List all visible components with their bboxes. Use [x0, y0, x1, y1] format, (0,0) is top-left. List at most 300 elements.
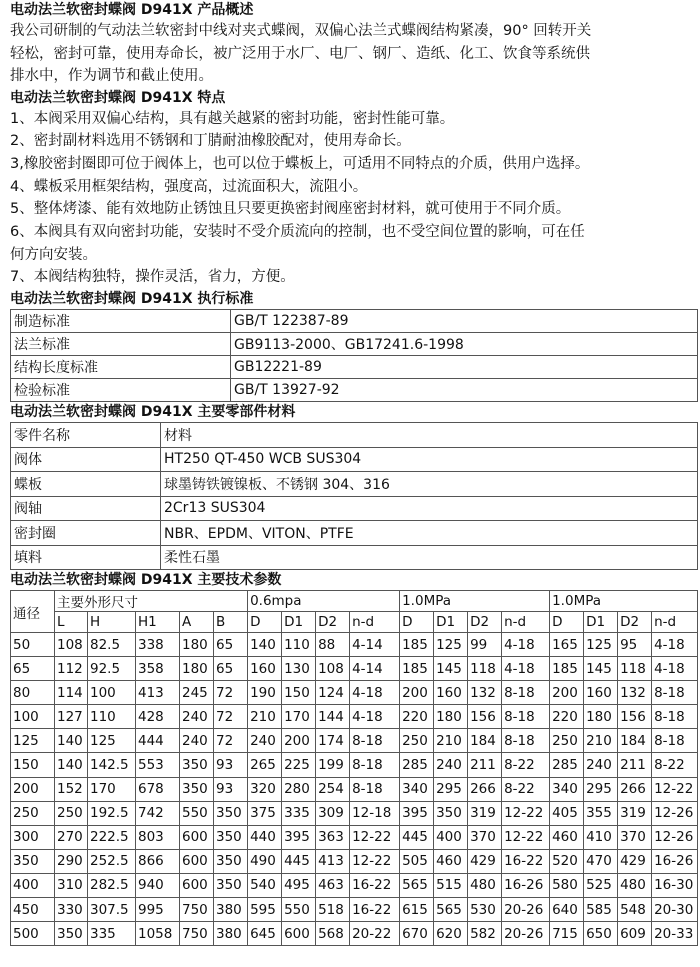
table-cell: 1058: [136, 922, 180, 946]
table-cell: 199: [316, 753, 350, 777]
table-row: [11, 447, 698, 472]
table-cell: 170: [282, 705, 316, 729]
table-cell: 20-33: [652, 922, 698, 946]
group-header-pressure-1-0b: 1.0MPa: [550, 591, 698, 612]
table-cell: 370: [618, 825, 652, 849]
standard-value: GB/T 13927-92: [231, 379, 698, 402]
standard-value: GB9113-2000、GB17241.6-1998: [231, 333, 698, 356]
standard-name: 制造标准: [11, 310, 231, 333]
table-cell: 480: [468, 873, 502, 897]
feature-item: 1、本阀采用双偏心结构，具有越关越紧的密封功能，密封性能可靠。: [10, 110, 455, 127]
part-material: HT250 QT-450 WCB SUS304: [161, 447, 698, 472]
table-cell: 8-18: [502, 705, 550, 729]
part-material: NBR、EPDM、VITON、PTFE: [161, 521, 698, 546]
overview-heading: 电动法兰软密封蝶阀 D941X 产品概述: [10, 2, 254, 18]
table-cell: 350: [55, 922, 88, 946]
dn-cell: 400: [11, 873, 55, 897]
table-cell: 16-26: [502, 873, 550, 897]
column-header: n-d: [652, 612, 698, 633]
table-cell: 240: [180, 705, 214, 729]
table-cell: 565: [434, 898, 468, 922]
table-cell: 350: [214, 801, 248, 825]
standards-table: [10, 309, 698, 402]
table-cell: 12-22: [502, 825, 550, 849]
table-cell: 550: [180, 801, 214, 825]
table-cell: 490: [248, 849, 282, 873]
table-cell: 142.5: [88, 753, 136, 777]
table-cell: 335: [88, 922, 136, 946]
column-header: D2: [316, 612, 350, 633]
table-cell: 160: [434, 681, 468, 705]
table-cell: 160: [248, 657, 282, 681]
table-cell: 12-22: [652, 777, 698, 801]
table-cell: 240: [584, 753, 618, 777]
table-cell: 12-22: [350, 825, 400, 849]
table-cell: 16-22: [502, 849, 550, 873]
part-material: 2Cr13 SUS304: [161, 496, 698, 521]
table-cell: 940: [136, 873, 180, 897]
table-cell: 108: [55, 633, 88, 657]
table-cell: 413: [136, 681, 180, 705]
table-cell: 108: [316, 657, 350, 681]
table-cell: 180: [180, 633, 214, 657]
table-cell: 600: [180, 825, 214, 849]
feature-item: 何方向安装。: [10, 246, 97, 263]
table-cell: 144: [316, 705, 350, 729]
table-cell: 185: [550, 657, 584, 681]
table-cell: 220: [400, 705, 434, 729]
table-cell: 16-22: [350, 873, 400, 897]
dn-cell: 100: [11, 705, 55, 729]
table-cell: 295: [434, 777, 468, 801]
table-cell: 444: [136, 729, 180, 753]
part-material: 柔性石墨: [161, 545, 698, 570]
column-header: D: [248, 612, 282, 633]
table-cell: 429: [618, 849, 652, 873]
table-cell: 127: [55, 705, 88, 729]
table-cell: 285: [400, 753, 434, 777]
table-row: [11, 379, 698, 402]
table-row: [11, 777, 698, 801]
table-row: [11, 472, 698, 497]
table-cell: 866: [136, 849, 180, 873]
table-cell: 429: [468, 849, 502, 873]
table-cell: 184: [468, 729, 502, 753]
table-cell: 363: [316, 825, 350, 849]
column-header: D2: [618, 612, 652, 633]
table-row: [11, 801, 698, 825]
table-cell: 358: [136, 657, 180, 681]
part-name: 蝶板: [11, 472, 161, 497]
table-cell: 445: [400, 825, 434, 849]
column-header: 材料: [161, 423, 698, 448]
table-cell: 518: [316, 898, 350, 922]
table-cell: 100: [88, 681, 136, 705]
table-cell: 8-18: [350, 777, 400, 801]
part-name: 填料: [11, 545, 161, 570]
table-cell: 4-18: [350, 681, 400, 705]
table-row: [11, 545, 698, 570]
table-cell: 280: [282, 777, 316, 801]
table-cell: 8-18: [652, 705, 698, 729]
table-cell: 480: [618, 873, 652, 897]
feature-item: 3,橡胶密封圈即可位于阀体上，也可以位于蝶板上，可适用不同特点的介质，供用户选择。: [10, 155, 590, 172]
column-header: D2: [468, 612, 502, 633]
table-cell: 12-26: [652, 825, 698, 849]
table-cell: 355: [584, 801, 618, 825]
overview-paragraph: [10, 20, 698, 88]
table-cell: 200: [282, 729, 316, 753]
table-cell: 140: [55, 753, 88, 777]
materials-heading: 电动法兰软密封蝶阀 D941X 主要零部件材料: [10, 404, 296, 420]
table-cell: 254: [316, 777, 350, 801]
table-cell: 8-22: [502, 777, 550, 801]
table-cell: 185: [400, 633, 434, 657]
group-header-pressure-1-0: 1.0MPa: [400, 591, 550, 612]
table-row: [11, 753, 698, 777]
table-cell: 350: [180, 753, 214, 777]
dn-cell: 150: [11, 753, 55, 777]
standard-name: 检验标准: [11, 379, 231, 402]
table-cell: 678: [136, 777, 180, 801]
table-cell: 595: [248, 898, 282, 922]
table-cell: 225: [282, 753, 316, 777]
column-header: B: [214, 612, 248, 633]
table-cell: 413: [316, 849, 350, 873]
group-header-dimensions: 主要外形尺寸: [55, 591, 248, 612]
table-cell: 95: [618, 633, 652, 657]
standard-name: 结构长度标准: [11, 356, 231, 379]
table-cell: 395: [400, 801, 434, 825]
params-heading: 电动法兰软密封蝶阀 D941X 主要技术参数: [10, 572, 282, 588]
table-cell: 515: [434, 873, 468, 897]
table-cell: 12-22: [350, 849, 400, 873]
table-cell: 995: [136, 898, 180, 922]
table-row: [11, 681, 698, 705]
table-cell: 140: [248, 633, 282, 657]
table-cell: 8-18: [652, 681, 698, 705]
table-cell: 8-22: [502, 753, 550, 777]
standard-value: GB/T 122387-89: [231, 310, 698, 333]
table-cell: 12-26: [652, 801, 698, 825]
table-cell: 240: [434, 753, 468, 777]
table-cell: 742: [136, 801, 180, 825]
table-cell: 210: [584, 729, 618, 753]
table-cell: 338: [136, 633, 180, 657]
table-cell: 307.5: [88, 898, 136, 922]
table-cell: 16-26: [652, 849, 698, 873]
table-cell: 428: [136, 705, 180, 729]
table-cell: 160: [584, 681, 618, 705]
table-cell: 282.5: [88, 873, 136, 897]
table-cell: 620: [434, 922, 468, 946]
table-cell: 340: [400, 777, 434, 801]
table-cell: 118: [618, 657, 652, 681]
table-cell: 310: [55, 873, 88, 897]
table-cell: 265: [248, 753, 282, 777]
table-cell: 350: [434, 801, 468, 825]
table-cell: 240: [180, 729, 214, 753]
standard-value: GB12221-89: [231, 356, 698, 379]
table-cell: 395: [282, 825, 316, 849]
table-cell: 615: [400, 898, 434, 922]
table-cell: 8-18: [350, 729, 400, 753]
column-header: D1: [434, 612, 468, 633]
dn-cell: 80: [11, 681, 55, 705]
dn-cell: 300: [11, 825, 55, 849]
table-cell: 174: [316, 729, 350, 753]
table-cell: 285: [550, 753, 584, 777]
params-table: [10, 590, 698, 946]
table-cell: 568: [316, 922, 350, 946]
table-cell: 400: [434, 825, 468, 849]
table-row: [11, 825, 698, 849]
table-cell: 266: [468, 777, 502, 801]
table-cell: 99: [468, 633, 502, 657]
table-cell: 152: [55, 777, 88, 801]
table-cell: 440: [248, 825, 282, 849]
column-header: A: [180, 612, 214, 633]
table-cell: 8-22: [652, 753, 698, 777]
feature-item: 4、蝶板采用框架结构，强度高，过流面积大，流阻小。: [10, 178, 368, 195]
table-cell: 20-26: [502, 922, 550, 946]
features-list: [10, 108, 698, 290]
column-header: D1: [584, 612, 618, 633]
table-cell: 670: [400, 922, 434, 946]
dn-cell: 450: [11, 898, 55, 922]
table-cell: 190: [248, 681, 282, 705]
dn-cell: 200: [11, 777, 55, 801]
table-cell: 192.5: [88, 801, 136, 825]
table-cell: 380: [214, 922, 248, 946]
overview-line: 我公司研制的气动法兰软密封中线对夹式蝶阀，双偏心法兰式蝶阀结构紧凑，90° 回转开关: [10, 23, 592, 39]
table-cell: 505: [400, 849, 434, 873]
table-cell: 180: [180, 657, 214, 681]
table-cell: 553: [136, 753, 180, 777]
table-cell: 124: [316, 681, 350, 705]
dn-cell: 500: [11, 922, 55, 946]
table-cell: 210: [248, 705, 282, 729]
feature-item: 2、密封副材料选用不锈钢和丁腈耐油橡胶配对，使用寿命长。: [10, 133, 411, 150]
table-cell: 8-18: [652, 729, 698, 753]
table-cell: 250: [550, 729, 584, 753]
table-cell: 4-18: [350, 705, 400, 729]
table-cell: 72: [214, 705, 248, 729]
table-cell: 12-22: [502, 801, 550, 825]
column-header: H: [88, 612, 136, 633]
table-cell: 130: [282, 657, 316, 681]
part-name: 阀体: [11, 447, 161, 472]
table-cell: 184: [618, 729, 652, 753]
table-subheader-row: [11, 612, 698, 633]
table-cell: 16-30: [652, 873, 698, 897]
table-cell: 350: [214, 825, 248, 849]
table-cell: 220: [550, 705, 584, 729]
table-cell: 65: [214, 657, 248, 681]
table-row: [11, 898, 698, 922]
standards-heading: 电动法兰软密封蝶阀 D941X 执行标准: [10, 291, 254, 307]
table-row: [11, 705, 698, 729]
table-cell: 140: [55, 729, 88, 753]
table-cell: 110: [282, 633, 316, 657]
table-cell: 350: [214, 873, 248, 897]
table-cell: 245: [180, 681, 214, 705]
table-cell: 250: [55, 801, 88, 825]
table-cell: 350: [180, 777, 214, 801]
materials-table: [10, 422, 698, 570]
table-cell: 330: [55, 898, 88, 922]
part-name: 密封圈: [11, 521, 161, 546]
table-cell: 165: [550, 633, 584, 657]
part-material: 球墨铸铁镀镍板、不锈钢 304、316: [161, 472, 698, 497]
table-cell: 156: [468, 705, 502, 729]
table-cell: 4-18: [652, 633, 698, 657]
table-header-row: [11, 423, 698, 448]
table-cell: 520: [550, 849, 584, 873]
table-cell: 309: [316, 801, 350, 825]
table-cell: 211: [618, 753, 652, 777]
table-cell: 645: [248, 922, 282, 946]
dn-cell: 350: [11, 849, 55, 873]
column-header: H1: [136, 612, 180, 633]
table-cell: 20-30: [652, 898, 698, 922]
column-header: D: [400, 612, 434, 633]
table-row: [11, 729, 698, 753]
table-cell: 4-14: [350, 633, 400, 657]
table-cell: 93: [214, 753, 248, 777]
table-cell: 156: [618, 705, 652, 729]
table-cell: 370: [468, 825, 502, 849]
table-cell: 65: [214, 633, 248, 657]
table-cell: 145: [434, 657, 468, 681]
table-cell: 72: [214, 729, 248, 753]
table-cell: 460: [550, 825, 584, 849]
table-row: [11, 657, 698, 681]
table-cell: 132: [618, 681, 652, 705]
table-cell: 4-18: [652, 657, 698, 681]
table-cell: 565: [400, 873, 434, 897]
table-cell: 640: [550, 898, 584, 922]
table-cell: 125: [88, 729, 136, 753]
table-cell: 548: [618, 898, 652, 922]
table-cell: 803: [136, 825, 180, 849]
table-cell: 750: [180, 898, 214, 922]
dn-cell: 65: [11, 657, 55, 681]
table-cell: 118: [468, 657, 502, 681]
table-cell: 270: [55, 825, 88, 849]
table-cell: 750: [180, 922, 214, 946]
table-row: [11, 310, 698, 333]
table-cell: 211: [468, 753, 502, 777]
table-cell: 340: [550, 777, 584, 801]
column-header: D: [550, 612, 584, 633]
table-cell: 540: [248, 873, 282, 897]
table-row: [11, 873, 698, 897]
part-name: 阀轴: [11, 496, 161, 521]
table-cell: 200: [550, 681, 584, 705]
table-cell: 375: [248, 801, 282, 825]
table-cell: 170: [88, 777, 136, 801]
dn-cell: 125: [11, 729, 55, 753]
table-cell: 16-22: [350, 898, 400, 922]
table-cell: 715: [550, 922, 584, 946]
column-header: 零件名称: [11, 423, 161, 448]
table-cell: 470: [584, 849, 618, 873]
table-cell: 114: [55, 681, 88, 705]
table-cell: 4-18: [502, 657, 550, 681]
standard-name: 法兰标准: [11, 333, 231, 356]
table-row: [11, 922, 698, 946]
table-cell: 582: [468, 922, 502, 946]
table-cell: 252.5: [88, 849, 136, 873]
table-cell: 4-14: [350, 657, 400, 681]
column-header: L: [55, 612, 88, 633]
table-cell: 93: [214, 777, 248, 801]
overview-line: 轻松，密封可靠，使用寿命长，被广泛用于水厂、电厂、钢厂、造纸、化工、饮食等系统供: [10, 45, 590, 62]
table-cell: 8-18: [502, 681, 550, 705]
table-cell: 20-26: [502, 898, 550, 922]
table-cell: 110: [88, 705, 136, 729]
table-cell: 210: [434, 729, 468, 753]
table-cell: 145: [584, 657, 618, 681]
table-cell: 609: [618, 922, 652, 946]
table-cell: 580: [550, 873, 584, 897]
feature-item: 5、整体烤漆、能有效地防止锈蚀且只要更换密封阀座密封材料，就可使用于不同介质。: [10, 201, 571, 218]
features-heading: 电动法兰软密封蝶阀 D941X 特点: [10, 89, 226, 106]
table-row: [11, 521, 698, 546]
table-cell: 200: [400, 681, 434, 705]
table-cell: 266: [618, 777, 652, 801]
table-cell: 525: [584, 873, 618, 897]
column-header: n-d: [350, 612, 400, 633]
feature-item: 7、本阀结构独特，操作灵活，省力，方便。: [10, 269, 295, 286]
table-cell: 410: [584, 825, 618, 849]
table-cell: 240: [248, 729, 282, 753]
table-cell: 82.5: [88, 633, 136, 657]
column-header: D1: [282, 612, 316, 633]
table-cell: 185: [400, 657, 434, 681]
table-cell: 132: [468, 681, 502, 705]
table-cell: 650: [584, 922, 618, 946]
feature-item: 6、本阀具有双向密封功能，安装时不受介质流向的控制，也不受空间位置的影响，可在任: [10, 223, 585, 240]
dn-cell: 250: [11, 801, 55, 825]
table-cell: 20-22: [350, 922, 400, 946]
table-cell: 8-18: [502, 729, 550, 753]
table-cell: 180: [434, 705, 468, 729]
table-cell: 150: [282, 681, 316, 705]
dn-cell: 50: [11, 633, 55, 657]
table-cell: 350: [214, 849, 248, 873]
table-cell: 8-18: [350, 753, 400, 777]
table-cell: 600: [180, 873, 214, 897]
table-cell: 222.5: [88, 825, 136, 849]
table-cell: 550: [282, 898, 316, 922]
table-cell: 585: [584, 898, 618, 922]
group-header-pressure-0-6: 0.6mpa: [248, 591, 400, 612]
table-cell: 12-18: [350, 801, 400, 825]
table-cell: 180: [584, 705, 618, 729]
dn-header: 通径: [11, 591, 55, 633]
table-cell: 125: [584, 633, 618, 657]
table-row: [11, 333, 698, 356]
table-row: [11, 633, 698, 657]
overview-line: 排水中，作为调节和截止使用。: [10, 68, 213, 84]
table-header-row: [11, 591, 698, 612]
table-cell: 495: [282, 873, 316, 897]
table-cell: 125: [434, 633, 468, 657]
table-row: [11, 356, 698, 379]
table-cell: 600: [282, 922, 316, 946]
